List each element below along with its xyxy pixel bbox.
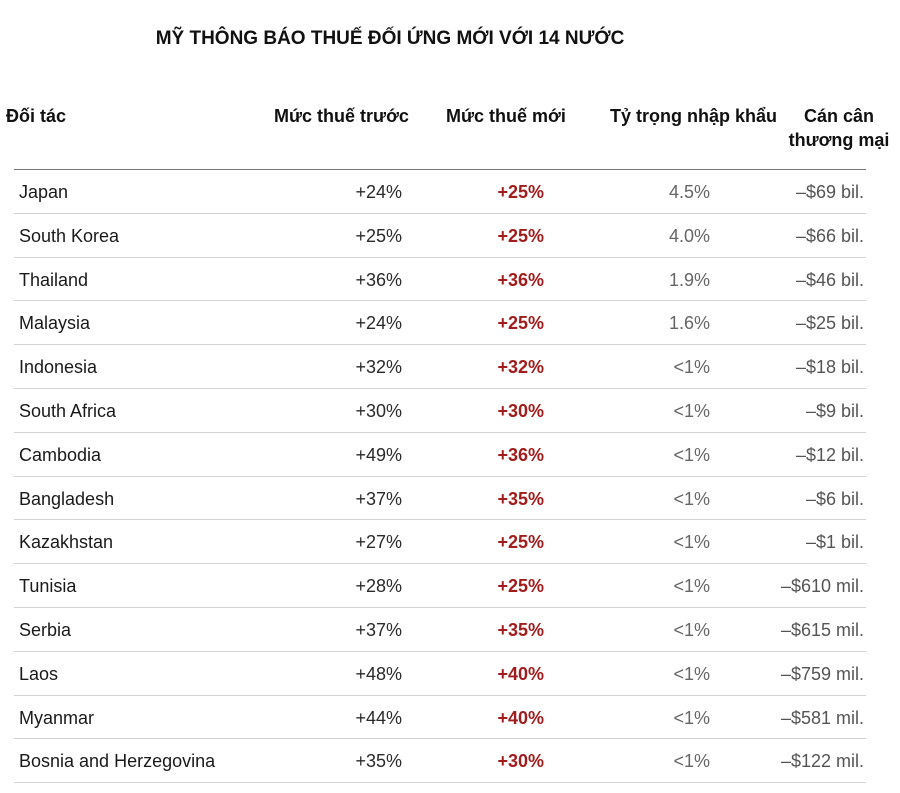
new-rate-cell: +30%	[497, 400, 544, 421]
trade-balance-cell: –$9 bil.	[805, 400, 864, 421]
import-share-cell: <1%	[673, 400, 710, 421]
previous-rate-cell: +37%	[355, 619, 402, 640]
column-header-new-rate: Mức thuế mới	[446, 106, 566, 126]
new-rate-cell: +32%	[497, 357, 544, 378]
previous-rate-cell: +35%	[355, 751, 402, 772]
partner-cell: Thailand	[19, 269, 89, 290]
trade-balance-cell: –$122 mil.	[780, 751, 864, 772]
partner-cell: Kazakhstan	[19, 532, 114, 553]
table-row	[14, 520, 866, 564]
new-rate-cell: +25%	[497, 532, 544, 553]
partner-cell: Bangladesh	[19, 488, 115, 509]
import-share-cell: <1%	[673, 576, 710, 597]
table-row	[14, 739, 866, 783]
import-share-cell: <1%	[673, 663, 710, 684]
trade-balance-cell: –$46 bil.	[795, 269, 864, 290]
previous-rate-cell: +49%	[355, 444, 402, 465]
import-share-cell: 1.6%	[668, 313, 710, 334]
previous-rate-cell: +28%	[355, 576, 402, 597]
previous-rate-cell: +36%	[355, 269, 402, 290]
import-share-cell: <1%	[673, 619, 710, 640]
table-row	[14, 696, 866, 740]
table-row	[14, 301, 866, 345]
new-rate-cell: +35%	[497, 619, 544, 640]
partner-cell: Malaysia	[19, 313, 91, 334]
trade-balance-cell: –$12 bil.	[795, 444, 864, 465]
new-rate-cell: +36%	[497, 269, 544, 290]
partner-cell: Indonesia	[19, 357, 98, 378]
import-share-cell: <1%	[673, 751, 710, 772]
column-header-trade-balance: Cán cân thương mại	[788, 106, 890, 150]
trade-balance-cell: –$610 mil.	[780, 576, 864, 597]
partner-cell: Cambodia	[19, 444, 102, 465]
partner-cell: Japan	[19, 182, 69, 202]
partner-cell: South Africa	[19, 400, 117, 421]
new-rate-cell: +36%	[497, 444, 544, 465]
new-rate-cell: +25%	[497, 313, 544, 334]
table-row	[14, 345, 866, 389]
partner-cell: Myanmar	[19, 707, 95, 728]
table-row	[14, 258, 866, 302]
column-header-partner: Đối tác	[6, 106, 67, 126]
import-share-cell: <1%	[673, 532, 710, 553]
table-row	[14, 170, 866, 214]
new-rate-cell: +35%	[497, 488, 544, 509]
trade-balance-cell: –$69 bil.	[795, 182, 864, 202]
trade-balance-cell: –$759 mil.	[780, 663, 864, 684]
table-row	[14, 389, 866, 433]
previous-rate-cell: +24%	[355, 182, 402, 202]
import-share-cell: 4.5%	[668, 182, 710, 202]
new-rate-cell: +25%	[497, 225, 544, 246]
trade-balance-cell: –$6 bil.	[805, 488, 864, 509]
new-rate-cell: +30%	[497, 751, 544, 772]
trade-balance-cell: –$581 mil.	[780, 707, 864, 728]
table-row	[14, 652, 866, 696]
table-body	[14, 170, 866, 783]
chart-title: MỸ THÔNG BÁO THUẾ ĐỐI ỨNG MỚI VỚI 14 NƯỚC	[155, 28, 625, 49]
column-header-import-share: Tỷ trọng nhập khẩu	[610, 106, 778, 126]
partner-cell: Laos	[19, 663, 59, 684]
import-share-cell: <1%	[673, 707, 710, 728]
import-share-cell: <1%	[673, 357, 710, 378]
import-share-cell: <1%	[673, 444, 710, 465]
table-row	[14, 477, 866, 521]
previous-rate-cell: +37%	[355, 488, 402, 509]
previous-rate-cell: +48%	[355, 663, 402, 684]
new-rate-cell: +25%	[497, 576, 544, 597]
column-header-previous-rate: Mức thuế trước	[274, 106, 409, 126]
new-rate-cell: +40%	[497, 707, 544, 728]
trade-balance-cell: –$1 bil.	[805, 532, 864, 553]
partner-cell: Serbia	[19, 619, 72, 640]
trade-balance-cell: –$25 bil.	[795, 313, 864, 334]
trade-balance-cell: –$615 mil.	[780, 619, 864, 640]
table-row	[14, 214, 866, 258]
previous-rate-cell: +30%	[355, 400, 402, 421]
previous-rate-cell: +25%	[355, 225, 402, 246]
import-share-cell: 4.0%	[668, 225, 710, 246]
new-rate-cell: +25%	[497, 182, 544, 202]
previous-rate-cell: +24%	[355, 313, 402, 334]
table-row	[14, 433, 866, 477]
previous-rate-cell: +44%	[355, 707, 402, 728]
trade-balance-cell: –$18 bil.	[795, 357, 864, 378]
import-share-cell: 1.9%	[668, 269, 710, 290]
import-share-cell: <1%	[673, 488, 710, 509]
previous-rate-cell: +27%	[355, 532, 402, 553]
table-row	[14, 564, 866, 608]
partner-cell: Bosnia and Herzegovina	[19, 751, 216, 772]
partner-cell: South Korea	[19, 225, 120, 246]
new-rate-cell: +40%	[497, 663, 544, 684]
trade-balance-cell: –$66 bil.	[795, 225, 864, 246]
table-row	[14, 608, 866, 652]
previous-rate-cell: +32%	[355, 357, 402, 378]
partner-cell: Tunisia	[19, 576, 77, 597]
